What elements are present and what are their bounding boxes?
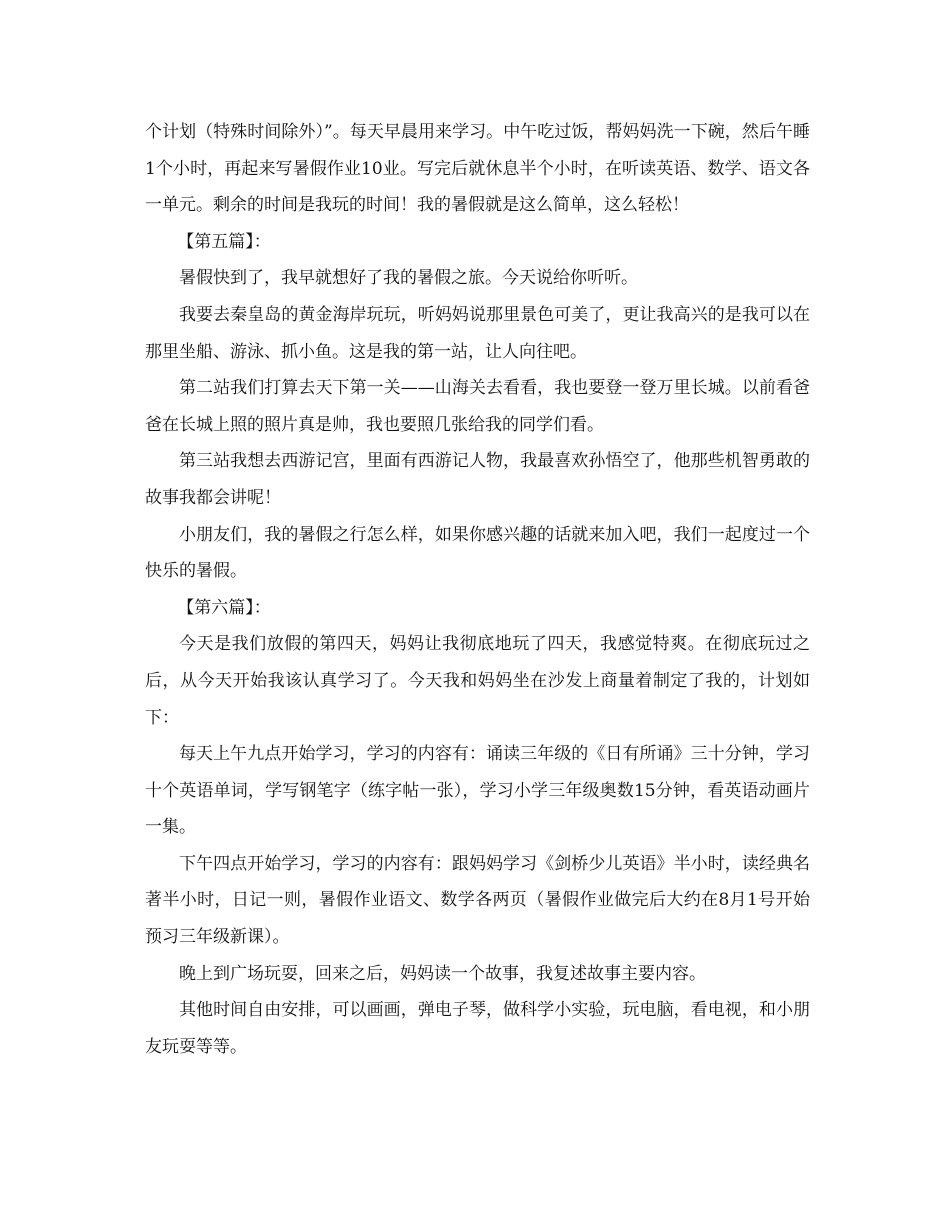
paragraph: 每天上午九点开始学习，学习的内容有：诵读三年级的《日有所诵》三十分钟，学习十个英语单词，学写钢笔字（练字帖一张），学习小学三年级奥数15分钟，看英语动画片一集。 — [145, 744, 810, 838]
paragraph: 晚上到广场玩耍，回来之后，妈妈读一个故事，我复述故事主要内容。 — [179, 963, 706, 984]
paragraph: 暑假快到了，我早就想好了我的暑假之旅。今天说给你听听。 — [179, 268, 638, 289]
paragraph: 今天是我们放假的第四天，妈妈让我彻底地玩了四天，我感觉特爽。在彻底玩过之后，从今天开始我该认真学习了。今天我和妈妈坐在沙发上商量着制定了我的，计划如下： — [145, 634, 810, 728]
document-page — [145, 114, 810, 1065]
paragraph: 第三站我想去西游记宫，里面有西游记人物，我最喜欢孙悟空了，他那些机智勇敢的故事我都会讲呢！ — [145, 451, 810, 508]
section-heading-6: 【第六篇】： — [177, 597, 271, 618]
paragraph: 第二站我们打算去天下第一关——山海关去看看，我也要登一登万里长城。以前看爸爸在长城上照的照片真是帅，我也要照几张给我的同学们看。 — [145, 378, 810, 435]
section-heading-5: 【第五篇】： — [177, 231, 271, 252]
paragraph-continued: 个计划（特殊时间除外）”。每天早晨用来学习。中午吃过饭，帮妈妈洗一下碗，然后午睡1个小时，再起来写暑假作业10业。写完后就休息半个小时，在听读英语、数学、语文各一单元。剩余的时间是我玩的时间！我的暑假就是这么简单，这么轻松！ — [145, 122, 810, 216]
paragraph: 下午四点开始学习，学习的内容有：跟妈妈学习《剑桥少儿英语》半小时，读经典名著半小时，日记一则，暑假作业语文、数学各两页（暑假作业做完后大约在8月1号开始预习三年级新课）。 — [145, 853, 810, 948]
paragraph: 我要去秦皇岛的黄金海岸玩玩，听妈妈说那里景色可美了，更让我高兴的是我可以在那里坐船、游泳、抓小鱼。这是我的第一站，让人向往吧。 — [145, 304, 810, 362]
paragraph: 其他时间自由安排，可以画画，弹电子琴，做科学小实验，玩电脑，看电视，和小朋友玩耍等等。 — [145, 1000, 810, 1057]
paragraph: 小朋友们，我的暑假之行怎么样，如果你感兴趣的话就来加入吧，我们一起度过一个快乐的暑假。 — [145, 524, 810, 582]
